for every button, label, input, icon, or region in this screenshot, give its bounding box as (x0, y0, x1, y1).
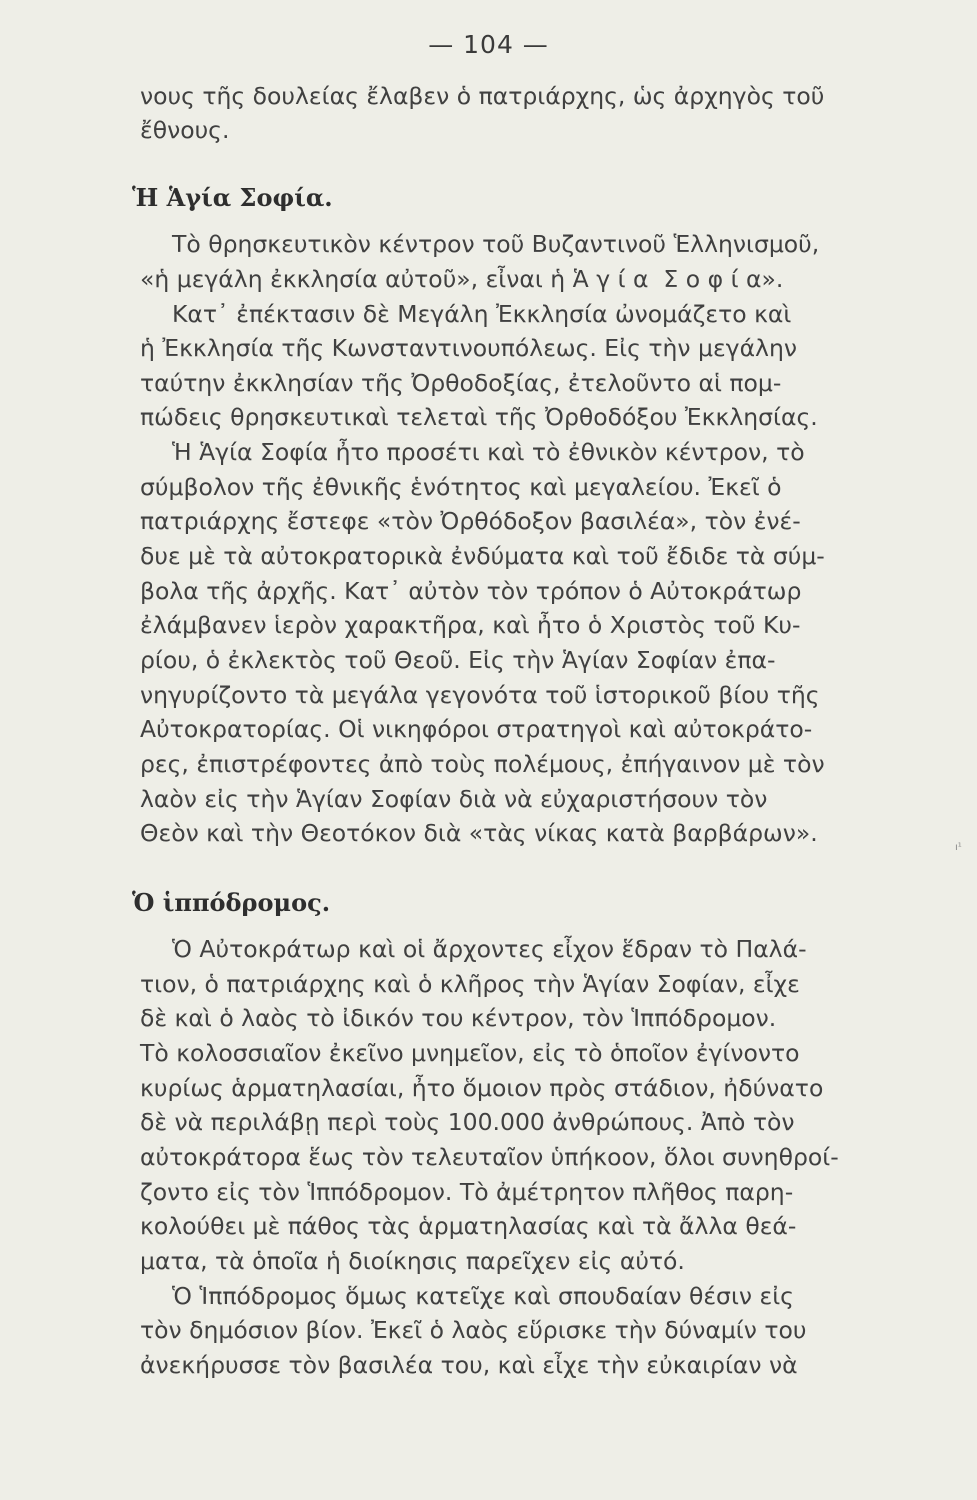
text-line: νους τῆς δουλείας ἔλαβεν ὁ πατριάρχης, ὡς ἀρχηγὸς τοῦ (140, 82, 825, 110)
text-line: Κατ᾿ ἐπέκτασιν δὲ Μεγάλη Ἐκκλησία ὠνομάζετο καὶ (172, 300, 792, 328)
text-line: «ἡ μεγάλη ἐκκλησία αὐτοῦ», εἶναι ἡ Ἁ γ ί α Σ ο φ ί α». (140, 265, 784, 293)
section-heading-hippodrome: Ὁ ἱππόδρομος. (132, 888, 331, 917)
text-line: ἀνεκήρυσσε τὸν βασιλέα του, καὶ εἶχε τὴν εὐκαιρίαν νὰ (140, 1351, 798, 1379)
text-line: σύμβολον τῆς ἐθνικῆς ἑνότητος καὶ μεγαλείου. Ἐκεῖ ὁ (140, 473, 782, 501)
paragraph-first-line: Ἡ Ἁγία Σοφία ἦτο προσέτι καὶ τὸ ἐθνικὸν κέντρον, τὸ (172, 438, 805, 466)
text-line: πατριάρχης ἔστεφε «τὸν Ὀρθόδοξον βασιλέα», τὸν ἐνέ- (140, 507, 801, 535)
text-line: ρίου, ὁ ἐκλεκτὸς τοῦ Θεοῦ. Εἰς τὴν Ἁγίαν Σοφίαν ἐπα- (140, 646, 776, 674)
text-line: λαὸν εἰς τὴν Ἁγίαν Σοφίαν διὰ νὰ εὐχαριστήσουν τὸν (140, 785, 768, 813)
margin-mark: ı¹ (955, 842, 962, 853)
text-line: ρες, ἐπιστρέφοντες ἀπὸ τοὺς πολέμους, ἐπήγαινον μὲ τὸν (140, 750, 825, 778)
text-line: ἡ Ἐκκλησία τῆς Κωνσταντινουπόλεως. Εἰς τὴν μεγάλην (140, 334, 797, 362)
text-line: Αὐτοκρατορίας. Οἱ νικηφόροι στρατηγοὶ καὶ αὐτοκράτο- (140, 715, 813, 743)
text-line: ματα, τὰ ὁποῖα ἡ διοίκησις παρεῖχεν εἰς αὐτό. (140, 1247, 685, 1275)
text-line: ζοντο εἰς τὸν Ἱππόδρομον. Τὸ ἀμέτρητον πλῆθος παρη- (140, 1178, 794, 1206)
text-line: νηγυρίζοντο τὰ μεγάλα γεγονότα τοῦ ἱστορικοῦ βίου τῆς (140, 681, 820, 709)
text-line: βολα τῆς ἀρχῆς. Κατ᾿ αὐτὸν τὸν τρόπον ὁ Αὐτοκράτωρ (140, 577, 802, 605)
text-line: τὸν δημόσιον βίον. Ἐκεῖ ὁ λαὸς εὕρισκε τὴν δύναμίν του (140, 1316, 807, 1344)
paragraph-first-line: Ὁ Ἱππόδρομος ὅμως κατεῖχε καὶ σπουδαίαν θέσιν εἰς (172, 1282, 794, 1310)
section-heading-hagia-sophia: Ἡ Ἁγία Σοφία. (132, 183, 333, 212)
text-line: δὲ καὶ ὁ λαὸς τὸ ἰδικόν του κέντρον, τὸν Ἱππόδρομον. (140, 1004, 777, 1032)
text-line: δυε μὲ τὰ αὐτοκρατορικὰ ἐνδύματα καὶ τοῦ ἔδιδε τὰ σύμ- (140, 542, 825, 570)
text-line: ἐλάμβανεν ἱερὸν χαρακτῆρα, καὶ ἦτο ὁ Χριστὸς τοῦ Κυ- (140, 611, 801, 639)
text-line: ταύτην ἐκκλησίαν τῆς Ὀρθοδοξίας, ἐτελοῦντο αἱ πομ- (140, 369, 782, 397)
paragraph-first-line: Ὁ Αὐτοκράτωρ καὶ οἱ ἄρχοντες εἶχον ἕδραν τὸ Παλά- (172, 935, 807, 963)
text-line: Τὸ κολοσσιαῖον ἐκεῖνο μνημεῖον, εἰς τὸ ὁποῖον ἐγίνοντο (140, 1039, 800, 1067)
text-line: ἔθνους. (140, 116, 230, 144)
text-line: αὐτοκράτορα ἕως τὸν τελευταῖον ὑπήκοον, ὅλοι συνηθροί- (140, 1143, 839, 1171)
page-number: — 104 — (428, 30, 549, 59)
text-line: Θεὸν καὶ τὴν Θεοτόκον διὰ «τὰς νίκας κατὰ βαρβάρων». (140, 819, 818, 847)
text-line: πώδεις θρησκευτικαὶ τελεταὶ τῆς Ὀρθοδόξου Ἐκκλησίας. (140, 403, 818, 431)
paragraph-first-line: Τὸ θρησκευτικὸν κέντρον τοῦ Βυζαντινοῦ Ἑλληνισμοῦ, (172, 230, 820, 258)
text-line: κολούθει μὲ πάθος τὰς ἁρματηλασίας καὶ τὰ ἄλλα θεά- (140, 1212, 797, 1240)
text-line: κυρίως ἁρματηλασίαι, ἦτο ὅμοιον πρὸς στάδιον, ἠδύνατο (140, 1074, 824, 1102)
text-line: δὲ νὰ περιλάβῃ περὶ τοὺς 100.000 ἀνθρώπους. Ἀπὸ τὸν (140, 1108, 795, 1136)
text-line: τιον, ὁ πατριάρχης καὶ ὁ κλῆρος τὴν Ἁγίαν Σοφίαν, εἶχε (140, 970, 800, 998)
